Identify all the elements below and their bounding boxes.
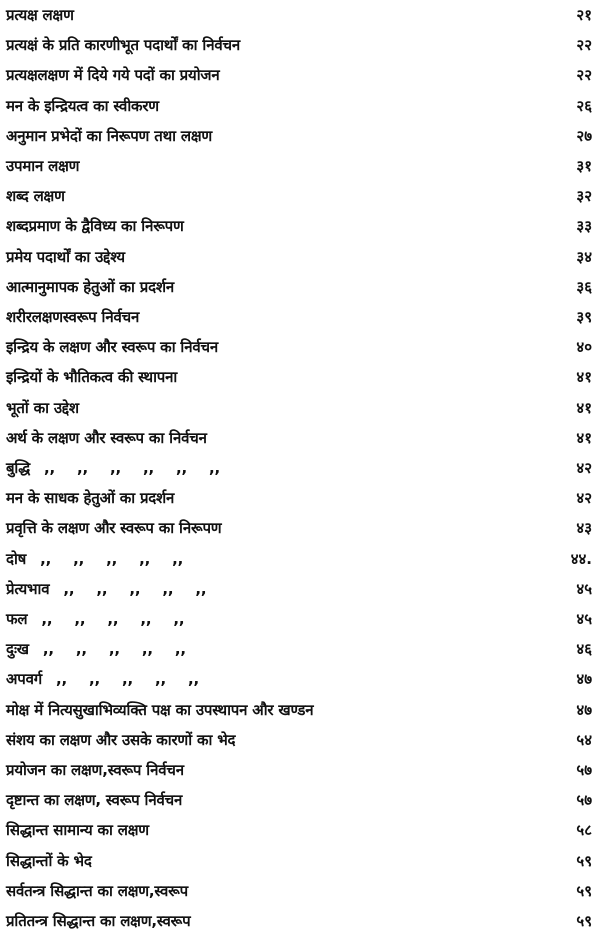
toc-entry-page-number: ४१ bbox=[576, 368, 592, 387]
toc-entry-title-text: मन के इन्द्रियत्व का स्वीकरण bbox=[6, 96, 159, 115]
ditto-mark: ,, bbox=[154, 670, 166, 689]
toc-entry bbox=[6, 121, 596, 151]
toc-entry bbox=[6, 906, 596, 936]
ditto-mark: ,, bbox=[174, 640, 186, 659]
ditto-mark: ,, bbox=[41, 610, 53, 628]
toc-entry bbox=[6, 876, 596, 906]
ditto-mark: ,, bbox=[77, 459, 89, 477]
ditto-mark: ,, bbox=[42, 640, 54, 659]
toc-entry-title bbox=[6, 307, 139, 327]
toc-entry-page-number: ५७ bbox=[576, 791, 592, 810]
toc-entry-page-number: ५४ bbox=[576, 730, 592, 749]
toc-entry-page-number: ४२ bbox=[576, 489, 592, 508]
toc-entry-page-number: ५७ bbox=[576, 761, 592, 779]
toc-entry bbox=[6, 453, 596, 483]
toc-entry-title bbox=[6, 5, 74, 25]
toc-entry-title bbox=[6, 549, 183, 569]
toc-entry bbox=[6, 60, 596, 90]
toc-entry bbox=[6, 815, 596, 845]
toc-entry-title-text: प्रत्यक्ष लक्षण bbox=[6, 6, 74, 24]
toc-entry-title bbox=[6, 247, 125, 267]
toc-entry-title bbox=[6, 65, 219, 85]
toc-entry-page-number: ४५ bbox=[576, 610, 592, 628]
toc-entry-page-number: ४१ bbox=[576, 428, 592, 447]
ditto-mark: ,, bbox=[88, 670, 100, 689]
toc-entry bbox=[6, 755, 596, 785]
toc-entry bbox=[6, 544, 596, 574]
toc-entry-page-number: ४३ bbox=[576, 519, 592, 538]
ditto-mark: ,, bbox=[209, 459, 221, 477]
toc-entry-title-text: अर्थ के लक्षण और स्वरूप का निर्वचन bbox=[6, 428, 207, 447]
ditto-mark: ,, bbox=[140, 610, 152, 628]
toc-entry-title-text: दृष्टान्त का लक्षण, स्वरूप निर्वचन bbox=[6, 791, 183, 810]
toc-entry-title-text: आत्मानुमापक हेतुओं का प्रदर्शन bbox=[6, 277, 174, 296]
toc-entry-page-number: २२ bbox=[576, 66, 592, 85]
toc-entry-title-text: शब्द लक्षण bbox=[6, 187, 65, 206]
ditto-marks bbox=[26, 550, 183, 568]
toc-entry-page-number: ३३ bbox=[576, 217, 592, 236]
toc-entry bbox=[6, 151, 596, 181]
toc-entry-title-text: इन्द्रिय के लक्षण और स्वरूप का निर्वचन bbox=[6, 338, 219, 357]
ditto-mark: ,, bbox=[40, 549, 52, 568]
toc-entry-title bbox=[6, 458, 220, 478]
toc-entry bbox=[6, 242, 596, 272]
toc-entry-title-text: प्रमेय पदार्थों का उद्देश्य bbox=[6, 247, 125, 266]
toc-entry bbox=[6, 181, 596, 211]
toc-entry-page-number: ५९ bbox=[576, 851, 592, 870]
toc-entry bbox=[6, 362, 596, 392]
ditto-mark: ,, bbox=[96, 579, 108, 598]
toc-entry-title-text: प्रवृत्ति के लक्षण और स्वरूप का निरूपण bbox=[6, 519, 222, 538]
ditto-mark: ,, bbox=[195, 579, 207, 598]
ditto-mark: ,, bbox=[176, 459, 188, 477]
toc-entry-title bbox=[6, 337, 218, 357]
toc-entry-title bbox=[6, 186, 65, 206]
ditto-mark: ,, bbox=[172, 549, 184, 568]
toc-entry-title bbox=[6, 518, 221, 538]
toc-entry-title-text: संशय का लक्षण और उसके कारणों का भेद bbox=[6, 730, 236, 749]
toc-entry bbox=[6, 302, 596, 332]
toc-entry-title bbox=[6, 700, 313, 720]
toc-entry-page-number: ५९ bbox=[576, 912, 592, 930]
toc-entry-page-number: ३९ bbox=[576, 308, 592, 326]
ditto-mark: ,, bbox=[108, 640, 120, 659]
ditto-mark: ,, bbox=[143, 459, 155, 477]
toc-entry-title-text: प्रयोजन का लक्षण,स्वरूप निर्वचन bbox=[6, 761, 184, 779]
ditto-mark: ,, bbox=[141, 640, 153, 659]
toc-entry bbox=[6, 664, 596, 694]
ditto-mark: ,, bbox=[173, 610, 185, 628]
toc-entry-page-number: ४१ bbox=[576, 398, 592, 417]
ditto-marks bbox=[30, 459, 220, 477]
toc-entry-title bbox=[6, 216, 184, 236]
toc-entry-title bbox=[6, 669, 199, 689]
toc-entry-title bbox=[6, 609, 184, 629]
toc-entry-title-text: उपमान लक्षण bbox=[6, 157, 80, 175]
toc-entry-title bbox=[6, 911, 190, 931]
toc-entry-page-number: २७ bbox=[576, 126, 592, 145]
toc-entry bbox=[6, 30, 596, 60]
toc-entry-title bbox=[6, 398, 79, 418]
toc-entry-title bbox=[6, 428, 207, 448]
toc-entry-title bbox=[6, 579, 206, 599]
toc-entry-page-number: ४५ bbox=[576, 579, 592, 598]
toc-entry-title-text: सिद्धान्त सामान्य का लक्षण bbox=[6, 821, 149, 840]
toc-entry-title-text: प्रत्यक्षं के प्रति कारणीभूत पदार्थों का निर्वचन bbox=[6, 36, 240, 55]
ditto-mark: ,, bbox=[73, 549, 85, 568]
toc-entry bbox=[6, 513, 596, 543]
toc-entry-page-number: ३६ bbox=[576, 277, 592, 296]
toc-entry-page-number: ५९ bbox=[576, 881, 592, 900]
toc-entry-title bbox=[6, 820, 149, 840]
toc-entry bbox=[6, 272, 596, 302]
toc-entry-page-number: २१ bbox=[576, 6, 592, 24]
toc-entry-title-text: दोष bbox=[6, 549, 27, 568]
ditto-mark: ,, bbox=[121, 670, 133, 689]
ditto-marks bbox=[42, 670, 199, 688]
toc-entry-page-number: ४० bbox=[576, 338, 592, 357]
toc-entry bbox=[6, 423, 596, 453]
toc-entry bbox=[6, 211, 596, 241]
toc-entry-title-text: इन्द्रियों के भौतिकत्व की स्थापना bbox=[6, 368, 178, 387]
toc-entry-title bbox=[6, 730, 235, 750]
ditto-mark: ,, bbox=[44, 459, 56, 477]
toc-entry-title-text: प्रतितन्त्र सिद्धान्त का लक्षण,स्वरूप bbox=[6, 912, 191, 930]
toc-entry-page-number: २२ bbox=[576, 36, 592, 55]
toc-entry-title bbox=[6, 126, 212, 146]
toc-entry-title-text: अपवर्ग bbox=[6, 670, 42, 689]
toc-entry bbox=[6, 634, 596, 664]
toc-entry-page-number: ४७ bbox=[576, 670, 592, 689]
toc-entry-title-text: बुद्धि bbox=[6, 459, 31, 477]
toc-entry bbox=[6, 695, 596, 725]
toc-entry-title-text: प्रेत्यभाव bbox=[6, 579, 50, 598]
ditto-mark: ,, bbox=[139, 549, 151, 568]
toc-entry-title-text: फल bbox=[6, 610, 28, 628]
toc-entry-page-number: ४२ bbox=[576, 459, 592, 477]
ditto-mark: ,, bbox=[63, 579, 75, 598]
toc-entry-page-number: २६ bbox=[576, 96, 592, 115]
toc-entry-title-text: अनुमान प्रभेदों का निरूपण तथा लक्षण bbox=[6, 126, 213, 145]
ditto-mark: ,, bbox=[110, 459, 122, 477]
toc-entry-title bbox=[6, 760, 184, 780]
toc-entry-title bbox=[6, 851, 92, 871]
toc-entry-page-number: ४४. bbox=[570, 549, 592, 568]
toc-entry-title-text: मोक्ष में नित्यसुखाभिव्यक्ति पक्ष का उपस्थापन और खण्डन bbox=[6, 700, 314, 719]
toc-entry-title-text: सिद्धान्तों के भेद bbox=[6, 851, 92, 870]
toc-entry-title bbox=[6, 488, 174, 508]
toc-entry bbox=[6, 483, 596, 513]
toc-entry-page-number: ३२ bbox=[576, 187, 592, 206]
ditto-mark: ,, bbox=[107, 610, 119, 628]
ditto-marks bbox=[27, 610, 184, 628]
toc-entry-title bbox=[6, 35, 240, 55]
toc-entry bbox=[6, 393, 596, 423]
toc-entry-page-number: ३४ bbox=[576, 247, 592, 266]
toc-entry bbox=[6, 332, 596, 362]
toc-entry-title-text: शरीरलक्षणस्वरूप निर्वचन bbox=[6, 308, 140, 326]
ditto-mark: ,, bbox=[187, 670, 199, 689]
ditto-marks bbox=[49, 580, 206, 598]
toc-entry-title bbox=[6, 639, 186, 659]
toc-entry-title-text: मन के साधक हेतुओं का प्रदर्शन bbox=[6, 489, 175, 508]
ditto-mark: ,, bbox=[162, 579, 174, 598]
ditto-mark: ,, bbox=[106, 549, 118, 568]
toc-entry bbox=[6, 0, 596, 30]
toc-entry-page-number: ४७ bbox=[576, 700, 592, 719]
toc-entry-title bbox=[6, 277, 174, 297]
toc-entry bbox=[6, 725, 596, 755]
toc-entry-title bbox=[6, 881, 188, 901]
toc-entry-title-text: शब्दप्रमाण के द्वैविध्य का निरूपण bbox=[6, 217, 184, 236]
ditto-marks bbox=[29, 640, 186, 658]
toc-entry bbox=[6, 785, 596, 815]
ditto-mark: ,, bbox=[75, 640, 87, 659]
ditto-mark: ,, bbox=[129, 579, 141, 598]
toc-entry-page-number: ४६ bbox=[576, 640, 592, 659]
toc-entry-title-text: सर्वतन्त्र सिद्धान्त का लक्षण,स्वरूप bbox=[6, 881, 188, 900]
toc-entry-title bbox=[6, 96, 159, 116]
ditto-mark: ,, bbox=[55, 670, 67, 689]
toc-entry bbox=[6, 91, 596, 121]
toc-entry-title bbox=[6, 156, 79, 176]
toc-entry-page-number: ५८ bbox=[576, 821, 592, 840]
toc-entry-title-text: प्रत्यक्षलक्षण में दिये गये पदों का प्रयोजन bbox=[6, 66, 220, 85]
ditto-mark: ,, bbox=[74, 610, 86, 628]
toc-entry-title bbox=[6, 367, 177, 387]
toc-entry bbox=[6, 574, 596, 604]
toc-entry bbox=[6, 846, 596, 876]
toc-entry-title-text: भूतों का उद्देश bbox=[6, 398, 79, 417]
toc-entry-title-text: दुःख bbox=[6, 640, 29, 659]
toc-entry-title bbox=[6, 790, 182, 810]
toc-entry bbox=[6, 604, 596, 634]
toc-entry-page-number: ३१ bbox=[576, 157, 592, 175]
